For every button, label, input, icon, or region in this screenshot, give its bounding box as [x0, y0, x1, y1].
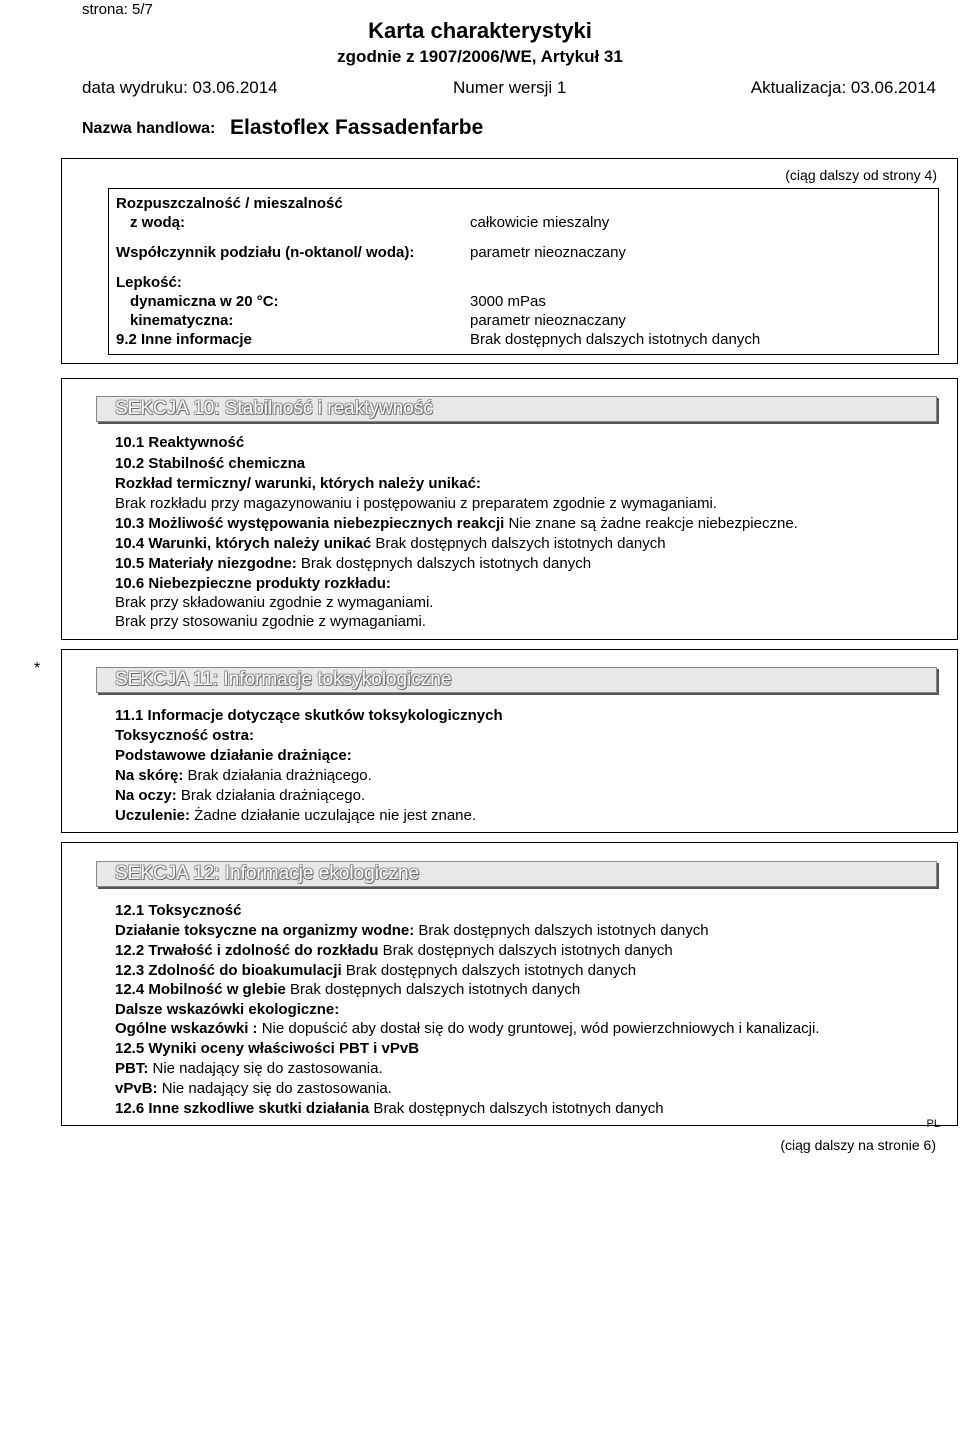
reactivity-line: 10.1 Reaktywność	[115, 434, 245, 451]
thermal-decomposition-label: Rozkład termiczny/ warunki, których należy unikać:	[115, 475, 481, 492]
skin-line: Na skórę: Brak działania drażniącego.	[115, 767, 372, 784]
thermal-decomposition-text: Brak rozkładu przy magazynowaniu i postępowaniu z preparatem zgodnie z wymaganiami.	[115, 495, 717, 512]
document-subtitle: zgodnie z 1907/2006/WE, Artykuł 31	[337, 47, 623, 66]
incompatible-materials-line: 10.5 Materiały niezgodne: Brak dostępnych dalszych istotnych danych	[115, 555, 592, 572]
water-label: z wodą:	[130, 214, 185, 231]
section-9-box	[61, 158, 958, 364]
partition-label: Współczynnik podziału (n-oktanol/ woda):	[116, 244, 415, 261]
chemical-stability-line: 10.2 Stabilność chemiczna	[115, 455, 306, 472]
trade-name-label: Nazwa handlowa:	[82, 120, 216, 137]
eyes-line: Na oczy: Brak działania drażniącego.	[115, 787, 366, 804]
general-notes-line: Ogólne wskazówki : Nie dopuścić aby dostał się do wody gruntowej, wód powierzchniowych i kanalizacji.	[115, 1020, 820, 1037]
conditions-to-avoid-line: 10.4 Warunki, których należy unikać Brak dostępnych dalszych istotnych danych	[115, 535, 666, 552]
ecological-notes-label: Dalsze wskazówki ekologiczne:	[115, 1001, 340, 1018]
sensitisation-line: Uczulenie: Żadne działanie uczulające nie jest znane.	[115, 807, 477, 824]
page-number: strona: 5/7	[82, 1, 153, 18]
irritation-label: Podstawowe działanie drażniące:	[115, 747, 352, 764]
hazardous-reactions-line: 10.3 Możliwość występowania niebezpiecznych reakcji Nie znane są żadne reakcje niebezpieczne.	[115, 515, 798, 532]
usage-note: Brak przy stosowaniu zgodnie z wymaganiami.	[115, 613, 426, 630]
section-12-title: SEKCJA 12: Informacje ekologiczne	[115, 863, 420, 884]
other-effects-line: 12.6 Inne szkodliwe skutki działania Brak dostępnych dalszych istotnych danych	[115, 1100, 664, 1117]
print-date: data wydruku: 03.06.2014	[82, 78, 278, 97]
other-info-value: Brak dostępnych dalszych istotnych danych	[470, 331, 761, 348]
vpvb-line: vPvB: Nie nadający się do zastosowania.	[115, 1080, 392, 1097]
solubility-label: Rozpuszczalność / mieszalność	[116, 195, 343, 212]
viscosity-label: Lepkość:	[116, 274, 182, 291]
language-code: PL	[926, 1118, 940, 1130]
aquatic-toxicity-line: Działanie toksyczne na organizmy wodne: Brak dostępnych dalszych istotnych danych	[115, 922, 709, 939]
section-10-header	[96, 396, 937, 422]
dynamic-viscosity-value: 3000 mPas	[470, 293, 546, 310]
degradability-line: 12.2 Trwałość i zdolność do rozkładu Brak dostępnych dalszych istotnych danych	[115, 942, 673, 959]
decomposition-products-label: 10.6 Niebezpieczne produkty rozkładu:	[115, 575, 391, 592]
section-11-header	[96, 667, 937, 693]
document-title: Karta charakterystyki	[368, 18, 592, 43]
toxicity-line: 12.1 Toksyczność	[115, 902, 242, 919]
continued-from-note: (ciąg dalszy od strony 4)	[785, 167, 937, 183]
trade-name-value: Elastoflex Fassadenfarbe	[230, 116, 484, 139]
kinematic-viscosity-label: kinematyczna:	[130, 312, 234, 329]
continued-on-note: (ciąg dalszy na stronie 6)	[780, 1137, 936, 1153]
storage-note: Brak przy składowaniu zgodnie z wymaganiami.	[115, 594, 434, 611]
soil-mobility-line: 12.4 Mobilność w glebie Brak dostępnych dalszych istotnych danych	[115, 981, 581, 998]
kinematic-viscosity-value: parametr nieoznaczany	[470, 312, 626, 329]
section-12-header	[96, 861, 937, 887]
update-date: Aktualizacja: 03.06.2014	[750, 78, 936, 97]
revision-marker: *	[34, 660, 41, 677]
bioaccumulation-line: 12.3 Zdolność do bioakumulacji Brak dostępnych dalszych istotnych danych	[115, 962, 637, 979]
acute-toxicity-label: Toksyczność ostra:	[115, 727, 254, 744]
pbt-assessment-label: 12.5 Wyniki oceny właściwości PBT i vPvB	[115, 1040, 420, 1057]
water-value: całkowicie mieszalny	[470, 214, 610, 231]
section-10-title: SEKCJA 10: Stabilność i reaktywność	[115, 398, 433, 419]
other-info-label: 9.2 Inne informacje	[116, 331, 252, 348]
section-11-title: SEKCJA 11: Informacje toksykologiczne	[115, 669, 452, 690]
version-number: Numer wersji 1	[453, 78, 567, 97]
pbt-line: PBT: Nie nadający się do zastosowania.	[115, 1060, 383, 1077]
partition-value: parametr nieoznaczany	[470, 244, 626, 261]
toxicological-info-line: 11.1 Informacje dotyczące skutków toksykologicznych	[115, 707, 503, 724]
dynamic-viscosity-label: dynamiczna w 20 °C:	[130, 293, 279, 310]
